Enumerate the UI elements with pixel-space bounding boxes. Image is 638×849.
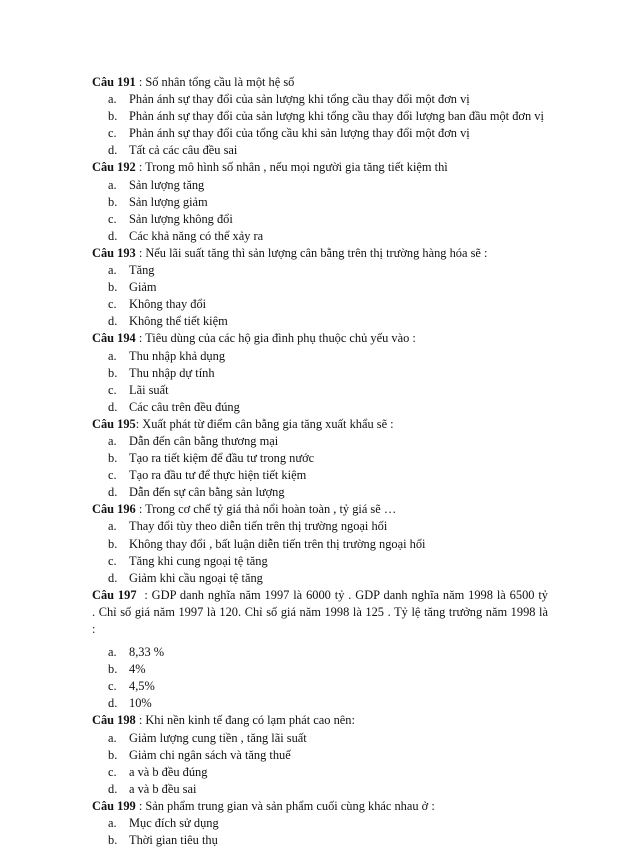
option-text: Thay đổi tùy theo diễn tiến trên thị trường ngoại hối — [129, 519, 388, 534]
option-b — [92, 832, 548, 849]
option-d — [92, 570, 548, 587]
question-number: Câu 192 — [92, 160, 136, 175]
question-stem-line — [92, 587, 548, 604]
option-text: Các khả năng có thể xảy ra — [129, 228, 264, 243]
option-c — [92, 764, 548, 781]
option-letter: b. — [108, 451, 118, 466]
option-text: a và b đều đúng — [129, 764, 208, 779]
option-list — [92, 730, 548, 798]
option-d — [92, 781, 548, 798]
option-d — [92, 484, 548, 501]
option-d — [92, 399, 548, 416]
option-letter: a. — [108, 92, 117, 107]
option-list — [92, 262, 548, 330]
option-list — [92, 177, 548, 245]
option-b — [92, 108, 548, 125]
option-letter: c. — [108, 764, 117, 779]
option-a — [92, 348, 548, 365]
option-a — [92, 91, 548, 108]
option-letter: c. — [108, 553, 117, 568]
option-b — [92, 279, 548, 296]
option-text: Tăng — [129, 263, 155, 278]
option-letter: d. — [108, 570, 118, 585]
option-c — [92, 211, 548, 228]
question-stem-line: : — [92, 622, 96, 636]
option-text: Giảm khi cầu ngoại tệ tăng — [129, 570, 263, 585]
question-text: : Tiêu dùng của các hộ gia đình phụ thuộc chủ yếu vào : — [135, 331, 416, 346]
question-195 — [92, 416, 548, 501]
question-text: : Xuất phát từ điểm cân bằng gia tăng xuất khẩu sẽ : — [135, 416, 394, 431]
option-b — [92, 661, 548, 678]
option-d — [92, 695, 548, 712]
option-text: Sản lượng tăng — [129, 177, 205, 192]
question-196 — [92, 501, 548, 586]
question-number: Câu 194 — [92, 331, 136, 346]
question-stem — [92, 74, 548, 91]
option-text: Thu nhập dự tính — [129, 365, 215, 380]
option-c — [92, 296, 548, 313]
option-text: Sản lượng không đổi — [129, 211, 233, 226]
option-text: Giảm chi ngân sách và tăng thuế — [129, 747, 291, 762]
option-text: a và b đều sai — [129, 781, 197, 796]
question-stem — [92, 416, 548, 433]
question-197 — [92, 587, 548, 713]
question-text: : Sản phẩm trung gian và sản phẩm cuối cùng khác nhau ở : — [135, 798, 435, 813]
option-letter: d. — [108, 781, 118, 796]
option-text: Tất cả các câu đều sai — [129, 143, 238, 158]
option-d — [92, 228, 548, 245]
option-text: 10% — [129, 696, 152, 711]
option-text: Tạo ra tiết kiệm để đầu tư trong nước — [129, 451, 315, 466]
question-193 — [92, 245, 548, 330]
question-text: : GDP danh nghĩa năm 1997 là 6000 tỷ . GDP danh nghĩa năm 1998 là 6500 tỷ — [136, 587, 549, 602]
option-text: Không thể tiết kiệm — [129, 314, 228, 329]
question-stem — [92, 712, 548, 729]
option-c — [92, 467, 548, 484]
option-text: Lãi suất — [129, 382, 169, 397]
option-text: 4,5% — [129, 679, 155, 694]
question-number: Câu 197 — [92, 587, 137, 602]
question-text: : Khi nền kinh tế đang có lạm phát cao nên: — [135, 713, 355, 728]
option-a — [92, 730, 548, 747]
option-letter: b. — [108, 662, 118, 677]
option-letter: a. — [108, 730, 117, 745]
option-text: Dẫn đến sự cân bằng sản lượng — [129, 485, 285, 500]
option-c — [92, 678, 548, 695]
question-192 — [92, 159, 548, 244]
option-letter: a. — [108, 348, 117, 363]
option-text: Tăng khi cung ngoại tệ tăng — [129, 553, 268, 568]
option-letter: b. — [108, 280, 118, 295]
question-number: Câu 193 — [92, 245, 136, 260]
option-letter: d. — [108, 143, 118, 158]
option-b — [92, 536, 548, 553]
option-a — [92, 644, 548, 661]
option-d — [92, 313, 548, 330]
option-letter: a. — [108, 519, 117, 534]
option-letter: b. — [108, 747, 118, 762]
question-text: : Nếu lãi suất tăng thì sản lượng cân bằng trên thị trường hàng hóa sẽ : — [135, 245, 488, 260]
question-194 — [92, 330, 548, 415]
option-letter: a. — [108, 645, 117, 660]
option-list — [92, 518, 548, 586]
option-a — [92, 518, 548, 535]
question-stem — [92, 245, 548, 262]
option-letter: c. — [108, 126, 117, 141]
option-text: Thu nhập khả dụng — [129, 348, 226, 363]
question-number: Câu 191 — [92, 75, 136, 89]
question-stem — [92, 330, 548, 347]
option-letter: a. — [108, 433, 117, 448]
option-list — [92, 815, 548, 849]
option-list — [92, 348, 548, 416]
question-stem — [92, 159, 548, 176]
option-text: Giảm — [129, 280, 157, 295]
option-letter: d. — [108, 485, 118, 500]
option-text: Sản lượng giảm — [129, 194, 208, 209]
option-text: Mục đích sử dụng — [129, 816, 219, 831]
option-letter: d. — [108, 696, 118, 711]
question-text: : Trong mô hình số nhân , nếu mọi người gia tăng tiết kiệm thì — [135, 160, 448, 175]
option-list — [92, 91, 548, 159]
question-number: Câu 198 — [92, 713, 136, 728]
option-d — [92, 142, 548, 159]
option-letter: c. — [108, 679, 117, 694]
option-b — [92, 450, 548, 467]
option-a — [92, 262, 548, 279]
option-letter: b. — [108, 365, 118, 380]
option-letter: a. — [108, 177, 117, 192]
option-text: 8,33 % — [129, 645, 165, 660]
option-b — [92, 194, 548, 211]
option-letter: c. — [108, 297, 117, 312]
question-list — [92, 74, 548, 849]
option-a — [92, 177, 548, 194]
question-text: : Số nhân tổng cầu là một hệ số — [135, 75, 295, 89]
question-198 — [92, 712, 548, 797]
option-a — [92, 815, 548, 832]
option-list — [92, 433, 548, 501]
option-letter: a. — [108, 816, 117, 831]
option-letter: b. — [108, 109, 118, 124]
option-a — [92, 433, 548, 450]
option-letter: d. — [108, 314, 118, 329]
question-191 — [92, 74, 548, 159]
option-c — [92, 125, 548, 142]
option-list — [92, 644, 548, 712]
question-199 — [92, 798, 548, 849]
option-letter: c. — [108, 468, 117, 483]
question-stem — [92, 798, 548, 815]
question-number: Câu 199 — [92, 798, 136, 813]
option-text: Các câu trên đều đúng — [129, 399, 240, 414]
option-text: Phản ánh sự thay đổi của sản lượng khi tổng cầu thay đổi một đơn vị — [129, 92, 470, 107]
option-letter: b. — [108, 194, 118, 209]
option-text: Không thay đổi , bất luận diễn tiến trên thị trường ngoại hối — [129, 536, 426, 551]
option-letter: d. — [108, 399, 118, 414]
option-text: 4% — [129, 662, 146, 677]
option-letter: a. — [108, 263, 117, 278]
option-text: Phản ánh sự thay đổi của tổng cầu khi sản lượng thay đổi một đơn vị — [129, 126, 470, 141]
option-letter: c. — [108, 382, 117, 397]
question-number: Câu 195 — [92, 416, 136, 431]
option-text: Tạo ra đầu tư để thực hiện tiết kiệm — [129, 468, 307, 483]
option-text: Giảm lượng cung tiền , tăng lãi suất — [129, 730, 307, 745]
option-letter: c. — [108, 211, 117, 226]
option-text: Dẫn đến cân bằng thương mại — [129, 433, 279, 448]
option-text: Phản ánh sự thay đổi của sản lượng khi tổng cầu thay đổi lượng ban đầu một đơn vị — [129, 109, 544, 124]
option-b — [92, 365, 548, 382]
option-letter: d. — [108, 228, 118, 243]
question-stem-line: . Chỉ số giá năm 1997 là 120. Chỉ số giá năm 1998 là 125 . Tỷ lệ tăng trưởng năm 1998 là — [92, 604, 548, 619]
option-c — [92, 553, 548, 570]
option-text: Không thay đổi — [129, 297, 207, 312]
option-b — [92, 747, 548, 764]
option-letter: b. — [108, 536, 118, 551]
option-letter: b. — [108, 833, 118, 848]
question-text: : Trong cơ chế tỷ giá thả nổi hoàn toàn , tỷ giá sẽ … — [135, 502, 397, 517]
question-number: Câu 196 — [92, 502, 136, 517]
option-text: Thời gian tiêu thụ — [129, 833, 218, 848]
question-stem — [92, 501, 548, 518]
option-c — [92, 382, 548, 399]
